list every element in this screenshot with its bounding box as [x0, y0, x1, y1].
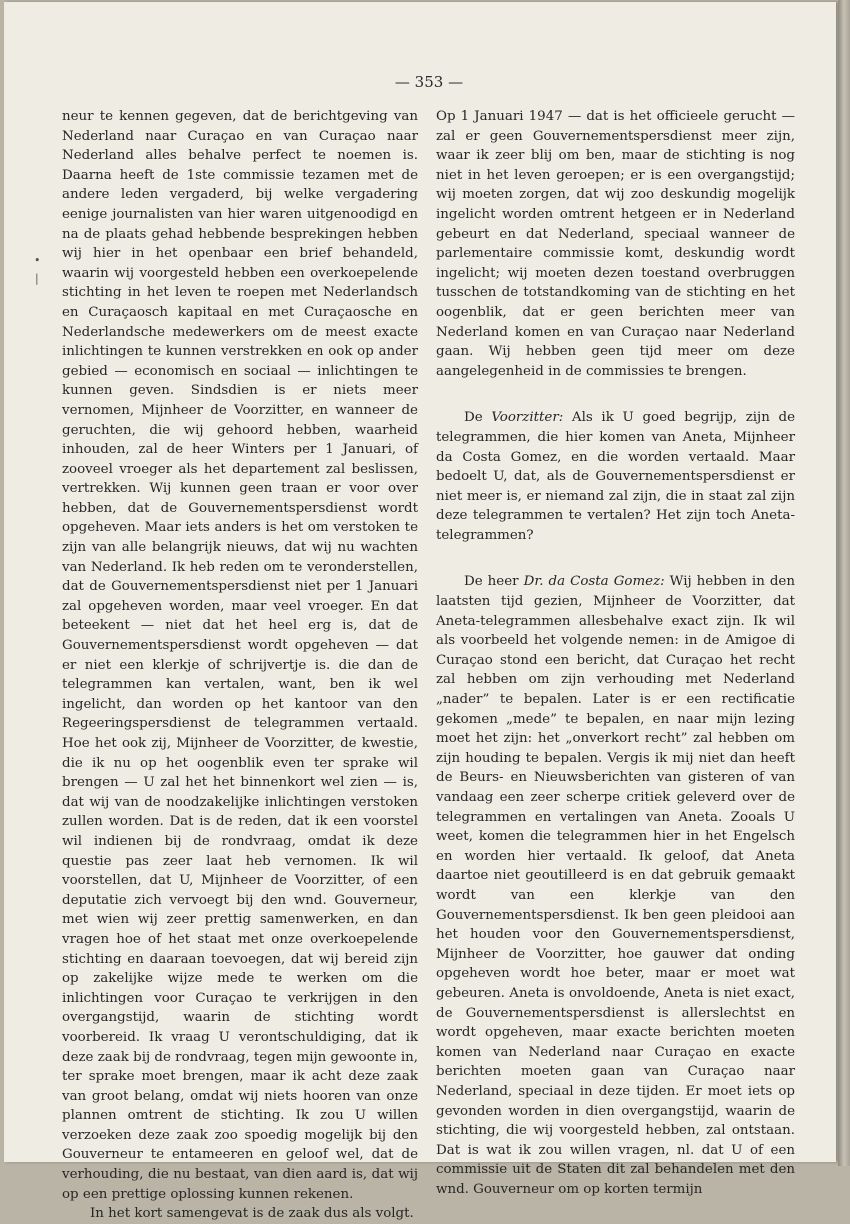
right-paragraph-2 — [436, 408, 795, 545]
left-column — [62, 107, 418, 1224]
left-paragraph-1: neur te kennen gegeven, dat de berichtgeving van Nederland naar Curaçao en van Curaçao naar Nederland alles behalve perfect te noemen is. Daarna heeft de 1ste commissie tezamen met de andere leden vergaderd, bij welke vergadering eenige journalisten van hier waren uitgenoodigd en na de plaats gehad hebbende besprekingen hebben wij hier in het openbaar een brief behandeld, waarin wij voorgesteld hebben een overkoepelende stichting in het leven te roepen met Nederlandsch en Curaçaosch kapitaal en met Curaçaosche en Nederlandsche medewerkers om de meest exacte inlichtingen te kunnen verstrekken en ook op ander gebied — economisch en sociaal — inlichtingen te kunnen geven. Sindsdien is er niets meer vernomen, Mijnheer de Voorzitter, en wanneer de geruchten, die wij gehoord hebben, waarheid inhouden, zal de heer Winters per 1 Januari, of zooveel vroeger als het departement zal beslissen, vertrekken. Wij kunnen geen traan er voor over hebben, dat de Gouvernementspersdienst wordt opgeheven. Maar iets anders is het om verstoken te zijn van alle belangrijk nieuws, dat wij nu wachten van Nederland. Ik heb reden om te veronderstellen, dat de Gouvernementspersdienst niet per 1 Januari zal opgeheven worden, maar veel vroeger. En dat beteekent — niet dat het heel erg is, dat de Gouvernementspersdienst wordt opgeheven — dat er niet een klerkje of schrijvertje is. die dan de telegrammen kan vertalen, want, ben ik wel ingelicht, dan worden op het kantoor van den Regeeringspersdienst de telegrammen vertaald. Hoe het ook zij, Mijnheer de Voorzitter, de kwestie, die ik nu op het oogenblik even ter sprake wil brengen — U zal het het binnenkort wel zien — is, dat wij van de noodzakelijke inlichtingen verstoken zullen worden. Dat is de reden, dat ik een voorstel wil indienen bij de rondvraag, omdat ik deze questie pas zeer laat heb vernomen. Ik wil voorstellen, dat U, Mijnheer de Voorzitter, of een deputatie zich vervoegt bij den wnd. Gouverneur, met wien wij zeer prettig samenwerken, en dan vragen hoe of het staat met onze overkoepelende stichting en daaraan toevoegen, dat wij bereid zijn op zakelijke wijze mede te werken om die inlichtingen voor Curaçao te verkrijgen in den overgangstijd, waarin de stichting wordt voorbereid. Ik vraag U verontschuldiging, dat ik deze zaak bij de rondvraag, tegen mijn gewoonte in, ter sprake moet brengen, maar ik acht deze zaak van groot belang, omdat wij niets hooren van onze plannen omtrent de stichting. Ik zou U willen verzoeken deze zaak zoo spoedig mogelijk bij den Gouverneur te entameeren en geloof wel, dat de verhouding, die nu bestaat, van dien aard is, dat wij op een prettige oplossing kunnen rekenen. — [62, 109, 418, 1202]
document-page — [4, 2, 836, 1222]
right-paragraph-1: Op 1 Januari 1947 — dat is het officieele gerucht — zal er geen Gouvernementspersdienst meer zijn, waar ik zeer blij om ben, maar de stichting is nog niet in het leven geroepen; er is een overgangstijd; wij moeten zorgen, dat wij zoo deskundig mogelijk ingelicht worden omtrent hetgeen er in Nederland gebeurt en dat Nederland, speciaal wanneer de parlementaire commissie komt, deskundig wordt ingelicht; wij moeten dezen toestand overbruggen tusschen de totstandkoming van de stichting en het oogenblik, dat er geen berichten meer van Nederland komen en van Curaçao naar Nederland gaan. Wij hebben geen tijd meer om deze aangelegenheid in de commissies te brengen. — [436, 109, 795, 379]
speaker-prefix: De heer — [464, 574, 524, 590]
speech-text: Wij hebben in den laatsten tijd gezien, Mijnheer de Voorzitter, dat Aneta-telegrammen allesbehalve exact zijn. Ik wil als voorbeeld het volgende nemen: in de Amigoe di Curaçao stond een bericht, dat Curaçao het recht zal hebben om zijn verhouding met Nederland „nader” te bepalen. Later is er een rectificatie gekomen „mede” te bepalen, en naar mijn lezing moet het zijn: het „onverkort recht” zal hebben om zijn houding te bepalen. Vergis ik mij niet dan heeft de Beurs- en Nieuwsberichten van gisteren of van vandaag een zeer scherpe critiek geleverd over de telegrammen en vertalingen van Aneta. Zooals U weet, komen die telegrammen hier in het Engelsch en worden hier vertaald. Ik geloof, dat Aneta daartoe niet geoutilleerd is en dat gebruik gemaakt wordt van een klerkje van den Gouvernementspersdienst. Ik ben geen pleidooi aan het houden voor den Gouvernementspersdienst, Mijnheer de Voorzitter, hoe gauwer dat onding opgeheven wordt hoe beter, maar er moet wat gebeuren. Aneta is onvoldoende, Aneta is niet exact, de Gouvernementspersdienst is allerslechtst en wordt opgeheven, maar exacte berichten moeten komen van Nederland naar Curaçao en exacte berichten moeten gaan van Curaçao naar Nederland, speciaal in deze tijden. Er moet iets op gevonden worden in dien overgangstijd, waarin de stichting, die wij voorgesteld hebben, zal ontstaan. Dat is wat ik zou willen vragen, nl. dat U of een commissie uit de Staten dit zal behandelen met den wnd. Gouverneur om op korten termijn — [436, 574, 795, 1197]
left-paragraph-2: In het kort samengevat is de zaak dus als volgt. — [90, 1206, 414, 1222]
speaker-prefix: De — [464, 410, 492, 426]
speech-text: Als ik U goed begrijp, zijn de telegrammen, die hier komen van Aneta, Mijnheer da Costa Gomez, en die worden vertaald. Maar bedoelt U, dat, als de Gouvernementspersdienst er niet meer is, er niemand zal zijn, die in staat zal zijn deze telegrammen te vertalen? Het zijn toch Aneta-telegrammen? — [436, 410, 795, 543]
speaker-name: Dr. da Costa Gomez: — [523, 574, 665, 590]
margin-mark: | — [35, 272, 39, 285]
margin-mark: • — [34, 254, 41, 267]
page-edge — [838, 0, 850, 1166]
speaker-name: Voorzitter: — [491, 410, 564, 426]
right-paragraph-3 — [436, 572, 795, 1199]
page-number: — 353 — — [394, 73, 464, 91]
right-column — [436, 107, 795, 1199]
